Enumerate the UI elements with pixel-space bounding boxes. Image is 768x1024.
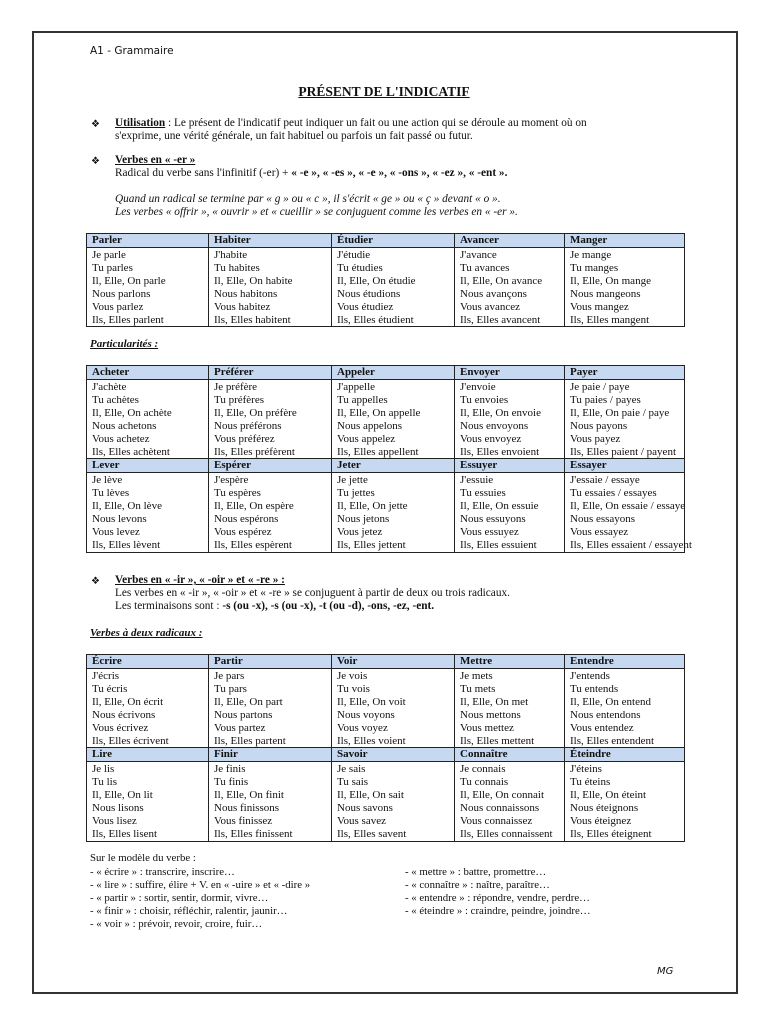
- conjugation-line: Tu étudies: [337, 261, 383, 274]
- conjugation-line: Ils, Elles habitent: [214, 313, 291, 326]
- page-title: PRÉSENT DE L'INDICATIF: [298, 84, 470, 99]
- conjugation-cell: [455, 473, 565, 552]
- conjugation-line: Nous éteignons: [570, 802, 639, 815]
- conjugation-line: Nous jetons: [337, 513, 390, 526]
- conjugation-line: Je vois: [337, 670, 368, 682]
- conjugation-cell: [332, 248, 455, 327]
- conjugation-line: Ils, Elles espèrent: [214, 538, 292, 551]
- conjugation-line: Vous appelez: [337, 432, 396, 445]
- conjugation-line: J'éteins: [570, 763, 602, 776]
- verb-header: Voir: [332, 655, 455, 669]
- conjugation-line: Ils, Elles lèvent: [92, 538, 161, 551]
- modele-item: - « entendre » : répondre, vendre, perdre…: [405, 891, 590, 904]
- verb-header: Finir: [209, 748, 332, 762]
- er-radical-text: Radical du verbe sans l'infinitif (-er) +: [115, 166, 292, 179]
- modele-intro: Sur le modèle du verbe :: [90, 852, 196, 864]
- conjugation-line: Je pars: [214, 670, 245, 682]
- conjugation-line: Je parle: [92, 249, 126, 261]
- conjugation-line: Nous savons: [337, 802, 393, 815]
- conjugation-line: Ils, Elles essuient: [460, 538, 537, 551]
- table-row: [87, 473, 685, 552]
- particularites-table: [86, 365, 692, 553]
- table-header-row: [87, 655, 685, 669]
- conjugation-line: Tu avances: [460, 261, 510, 274]
- conjugation-line: J'avance: [460, 249, 497, 261]
- conjugation-line: Tu mets: [460, 682, 496, 695]
- verb-header: Savoir: [332, 748, 455, 762]
- conjugation-line: Vous essayez: [570, 526, 629, 539]
- conjugation-line: J'entends: [570, 670, 610, 682]
- conjugation-line: Vous partez: [214, 721, 266, 734]
- conjugation-line: Nous achetons: [92, 419, 157, 432]
- conjugation-cell: [87, 380, 209, 459]
- conjugation-line: Il, Elle, On connait: [460, 789, 545, 802]
- conjugation-line: Tu écris: [92, 682, 128, 695]
- conjugation-line: Nous mangeons: [570, 287, 641, 300]
- conjugation-cell: [455, 380, 565, 459]
- conjugation-line: Il, Elle, On écrit: [92, 695, 164, 708]
- conjugation-line: Il, Elle, On envoie: [460, 406, 541, 419]
- conjugation-line: Vous parlez: [92, 300, 144, 313]
- conjugation-line: Il, Elle, On éteint: [570, 789, 647, 802]
- conjugation-line: Il, Elle, On habite: [214, 274, 293, 287]
- table-row: [87, 669, 685, 748]
- conjugation-line: Je lis: [92, 763, 115, 776]
- conjugation-line: Ils, Elles voient: [337, 734, 406, 747]
- conjugation-line: Nous avançons: [460, 287, 527, 300]
- verb-header: Étudier: [332, 234, 455, 248]
- conjugation-line: Tu vois: [337, 682, 370, 695]
- conjugation-line: Je connais: [460, 763, 506, 776]
- conjugation-line: Tu sais: [337, 776, 369, 789]
- conjugation-line: Vous savez: [337, 815, 386, 828]
- conjugation-line: Tu paies / payes: [570, 393, 641, 406]
- modele-right-list: [405, 866, 591, 918]
- verb-header: Mettre: [455, 655, 565, 669]
- modele-item: - « partir » : sortir, sentir, dormir, vivre…: [90, 891, 269, 904]
- conjugation-line: Ils, Elles mangent: [570, 313, 650, 326]
- conjugation-line: Je paie / paye: [570, 381, 630, 393]
- conjugation-line: Il, Elle, On voit: [337, 695, 406, 708]
- conjugation-line: Il, Elle, On parle: [92, 274, 166, 287]
- modele-item: - « voir » : prévoir, revoir, croire, fuir…: [90, 917, 263, 930]
- conjugation-cell: [87, 473, 209, 552]
- conjugation-line: Ils, Elles envoient: [460, 445, 540, 458]
- conjugation-line: Tu lèves: [92, 487, 130, 500]
- conjugation-line: Nous payons: [570, 419, 628, 432]
- verb-header: Envoyer: [455, 366, 565, 380]
- table-row: [87, 380, 685, 459]
- conjugation-line: Nous préférons: [214, 419, 282, 432]
- conjugation-cell: [332, 762, 455, 841]
- conjugation-line: Vous connaissez: [460, 815, 533, 828]
- conjugation-cell: [565, 669, 685, 748]
- conjugation-line: J'essaie / essaye: [570, 474, 640, 487]
- utilisation-line1: : Le présent de l'indicatif peut indiquer un fait ou une action qui se déroule au moment où on: [165, 117, 587, 129]
- modele-item: - « éteindre » : craindre, peindre, joindre…: [405, 904, 591, 917]
- verb-header: Parler: [87, 234, 209, 248]
- conjugation-line: Ils, Elles préfèrent: [214, 445, 295, 458]
- conjugation-cell: [565, 473, 692, 552]
- conjugation-line: Ils, Elles avancent: [460, 313, 541, 326]
- conjugation-line: Tu essuies: [460, 487, 506, 500]
- conjugation-cell: [565, 762, 685, 841]
- conjugation-line: Tu éteins: [570, 776, 611, 789]
- conjugation-line: Tu essaies / essayes: [570, 487, 657, 500]
- conjugation-line: Je finis: [214, 763, 246, 776]
- conjugation-line: Nous connaissons: [460, 802, 540, 815]
- conjugation-line: Ils, Elles étudient: [337, 313, 414, 326]
- conjugation-line: Vous payez: [570, 432, 621, 445]
- conjugation-cell: [209, 669, 332, 748]
- conjugation-line: Il, Elle, On sait: [337, 789, 404, 802]
- utilisation-paragraph: [115, 117, 675, 143]
- verb-header: Lever: [87, 459, 209, 473]
- bullet-icon: ❖: [91, 156, 100, 167]
- conjugation-line: Je jette: [337, 474, 368, 487]
- conjugation-line: J'appelle: [337, 381, 376, 393]
- utilisation-line2: s'exprime, une vérité générale, un fait habituel ou parfois un fait passé ou futur.: [115, 129, 473, 142]
- ir-line2-pre: Les terminaisons sont :: [115, 599, 223, 612]
- conjugation-line: Ils, Elles écrivent: [92, 734, 169, 747]
- er-section: [115, 154, 675, 180]
- verb-header: Jeter: [332, 459, 455, 473]
- utilisation-label: Utilisation: [115, 117, 166, 129]
- conjugation-line: Vous étudiez: [337, 300, 394, 313]
- conjugation-line: Il, Elle, On jette: [337, 500, 408, 513]
- verb-header: Écrire: [87, 655, 209, 669]
- conjugation-line: Vous éteignez: [570, 815, 632, 828]
- conjugation-line: Il, Elle, On appelle: [337, 406, 421, 419]
- verb-header: Essayer: [565, 459, 685, 473]
- conjugation-line: J'espère: [214, 474, 249, 487]
- verb-header: Connaître: [455, 748, 565, 762]
- conjugation-line: Nous écrivons: [92, 708, 156, 721]
- ir-line1: Les verbes en « -ir », « -oir » et « -re » se conjuguent à partir de deux ou trois radicaux.: [115, 586, 510, 599]
- conjugation-cell: [455, 762, 565, 841]
- modele-left-list: [90, 866, 310, 931]
- conjugation-line: Nous envoyons: [460, 419, 529, 432]
- conjugation-line: Nous finissons: [214, 802, 280, 815]
- conjugation-line: Ils, Elles achètent: [92, 445, 170, 458]
- conjugation-line: Ils, Elles finissent: [214, 827, 293, 840]
- conjugation-line: Vous mangez: [570, 300, 629, 313]
- conjugation-line: Vous espérez: [214, 526, 272, 539]
- conjugation-line: J'envoie: [460, 381, 496, 393]
- conjugation-line: Tu achètes: [92, 393, 139, 406]
- conjugation-line: Ils, Elles appellent: [337, 445, 419, 458]
- conjugation-line: Je mets: [460, 670, 493, 682]
- conjugation-line: Ils, Elles parlent: [92, 313, 164, 326]
- conjugation-line: Il, Elle, On préfère: [214, 406, 297, 419]
- bullet-icon: ❖: [91, 576, 100, 587]
- conjugation-line: Vous habitez: [214, 300, 271, 313]
- conjugation-line: Ils, Elles connaissent: [460, 827, 553, 840]
- modele-item: - « écrire » : transcrire, inscrire…: [90, 866, 235, 878]
- conjugation-cell: [565, 380, 685, 459]
- conjugation-line: Il, Elle, On part: [214, 695, 283, 708]
- conjugation-line: Je sais: [337, 763, 366, 776]
- conjugation-line: Nous entendons: [570, 708, 641, 721]
- conjugation-line: Tu finis: [214, 776, 249, 789]
- verb-header: Partir: [209, 655, 332, 669]
- conjugation-line: Tu parles: [92, 261, 133, 274]
- conjugation-line: Nous voyons: [337, 708, 395, 721]
- ir-section: [115, 574, 675, 612]
- table-header-row: [87, 748, 685, 762]
- conjugation-line: Ils, Elles jettent: [337, 538, 406, 551]
- conjugation-line: Vous entendez: [570, 721, 634, 734]
- conjugation-line: Vous préférez: [214, 432, 275, 445]
- conjugation-cell: [87, 248, 209, 327]
- conjugation-line: Tu lis: [92, 776, 117, 789]
- er-label: Verbes en « -er »: [115, 154, 196, 166]
- conjugation-line: Nous mettons: [460, 708, 521, 721]
- conjugation-line: Vous achetez: [92, 432, 150, 445]
- conjugation-line: Tu espères: [214, 487, 261, 500]
- deux-radicaux-label: Verbes à deux radicaux :: [90, 627, 203, 639]
- conjugation-cell: [565, 248, 685, 327]
- verb-header: Appeler: [332, 366, 455, 380]
- conjugation-line: Il, Elle, On mange: [570, 274, 651, 287]
- conjugation-line: Il, Elle, On lève: [92, 500, 162, 513]
- deux-radicaux-table: [86, 654, 685, 842]
- verb-header: Lire: [87, 748, 209, 762]
- conjugation-line: Il, Elle, On essuie: [460, 500, 539, 513]
- verb-header: Espérer: [209, 459, 332, 473]
- conjugation-line: Nous espérons: [214, 513, 279, 526]
- conjugation-cell: [209, 473, 332, 552]
- conjugation-line: Vous jetez: [337, 526, 383, 539]
- er-note2: Les verbes « offrir », « ouvrir » et « cueillir » se conjuguent comme les verbes en « -er ».: [115, 205, 518, 218]
- conjugation-line: Vous écrivez: [92, 721, 149, 734]
- conjugation-cell: [332, 473, 455, 552]
- conjugation-line: Nous levons: [92, 513, 147, 526]
- conjugation-line: Ils, Elles entendent: [570, 734, 655, 747]
- er-note1: Quand un radical se termine par « g » ou « c », il s'écrit « ge » ou « ç » devant « o ».: [115, 193, 501, 205]
- conjugation-line: Vous essuyez: [460, 526, 519, 539]
- page-footer: MG: [657, 966, 674, 977]
- conjugation-line: Vous avancez: [460, 300, 520, 313]
- verb-header: Payer: [565, 366, 685, 380]
- conjugation-line: Vous mettez: [460, 721, 514, 734]
- conjugation-cell: [332, 669, 455, 748]
- conjugation-line: Ils, Elles lisent: [92, 827, 158, 840]
- conjugation-line: Ils, Elles éteignent: [570, 827, 652, 840]
- conjugation-line: J'achète: [92, 381, 127, 393]
- conjugation-cell: [87, 669, 209, 748]
- conjugation-line: Nous habitons: [214, 287, 278, 300]
- conjugation-line: Nous essuyons: [460, 513, 526, 526]
- conjugation-line: J'habite: [214, 249, 248, 261]
- modele-item: - « finir » : choisir, réfléchir, ralentir, jaunir…: [90, 904, 288, 917]
- conjugation-line: J'essuie: [460, 474, 494, 487]
- conjugation-line: Tu entends: [570, 682, 619, 695]
- table-header-row: [87, 366, 685, 380]
- modele-item: - « connaître » : naître, paraître…: [405, 878, 550, 891]
- conjugation-line: Il, Elle, On met: [460, 695, 529, 708]
- conjugation-cell: [455, 248, 565, 327]
- modele-item: - « mettre » : battre, promettre…: [405, 866, 547, 878]
- conjugation-line: Tu appelles: [337, 393, 388, 406]
- conjugation-cell: [209, 762, 332, 841]
- bullet-icon: ❖: [91, 119, 100, 130]
- verb-header: Manger: [565, 234, 685, 248]
- conjugation-line: Il, Elle, On espère: [214, 500, 294, 513]
- er-verbs-table: [86, 233, 685, 327]
- conjugation-line: Nous partons: [214, 708, 273, 721]
- verb-header: Acheter: [87, 366, 209, 380]
- conjugation-line: Tu envoies: [460, 393, 509, 406]
- er-endings: « -e », « -es », « -e », « -ons », « -ez », « -ent ».: [291, 166, 508, 179]
- conjugation-line: Je mange: [570, 249, 612, 261]
- modele-item: - « lire » : suffire, élire + V. en « -uire » et « -dire »: [90, 878, 311, 891]
- conjugation-line: Il, Elle, On essaie / essaye: [570, 500, 686, 513]
- conjugation-line: Vous voyez: [337, 721, 388, 734]
- table-row: [87, 248, 685, 327]
- conjugation-line: Vous levez: [92, 526, 140, 539]
- conjugation-line: Nous étudions: [337, 287, 401, 300]
- conjugation-line: Il, Elle, On étudie: [337, 274, 416, 287]
- particularites-label: Particularités :: [90, 338, 159, 350]
- conjugation-line: Je lève: [92, 474, 123, 487]
- conjugation-cell: [455, 669, 565, 748]
- table-row: [87, 762, 685, 841]
- page-header: A1 - Grammaire: [90, 45, 174, 57]
- conjugation-line: Nous lisons: [92, 802, 144, 815]
- table-header-row: [87, 459, 685, 473]
- conjugation-cell: [209, 248, 332, 327]
- verb-header: Entendre: [565, 655, 685, 669]
- conjugation-line: Je préfère: [214, 381, 258, 393]
- conjugation-line: Vous lisez: [92, 815, 137, 828]
- conjugation-line: Vous finissez: [214, 815, 273, 828]
- conjugation-line: Vous envoyez: [460, 432, 522, 445]
- conjugation-line: Tu connais: [460, 776, 509, 789]
- verb-header: Essuyer: [455, 459, 565, 473]
- conjugation-line: Ils, Elles paient / payent: [570, 445, 676, 458]
- conjugation-line: Tu habites: [214, 261, 260, 274]
- conjugation-line: Il, Elle, On paie / paye: [570, 406, 670, 419]
- conjugation-line: Il, Elle, On finit: [214, 789, 284, 802]
- conjugation-line: Ils, Elles essaient / essayent: [570, 538, 692, 551]
- conjugation-line: Ils, Elles savent: [337, 827, 407, 840]
- ir-endings: -s (ou -x), -s (ou -x), -t (ou -d), -ons, -ez, -ent.: [222, 599, 435, 612]
- conjugation-line: Il, Elle, On achète: [92, 406, 172, 419]
- conjugation-line: Nous essayons: [570, 513, 636, 526]
- verb-header: Avancer: [455, 234, 565, 248]
- conjugation-line: Il, Elle, On entend: [570, 695, 651, 708]
- verb-header: Éteindre: [565, 748, 685, 762]
- conjugation-line: Tu préfères: [214, 393, 264, 406]
- conjugation-line: J'étudie: [337, 249, 371, 261]
- verb-header: Habiter: [209, 234, 332, 248]
- er-notes: [115, 193, 675, 219]
- ir-label: Verbes en « -ir », « -oir » et « -re » :: [115, 574, 285, 586]
- conjugation-line: Nous appelons: [337, 419, 403, 432]
- conjugation-cell: [87, 762, 209, 841]
- conjugation-line: Il, Elle, On avance: [460, 274, 543, 287]
- conjugation-line: Ils, Elles partent: [214, 734, 286, 747]
- conjugation-line: Tu jettes: [337, 487, 375, 500]
- conjugation-line: Tu pars: [214, 682, 247, 695]
- conjugation-cell: [332, 380, 455, 459]
- conjugation-line: Tu manges: [570, 261, 619, 274]
- conjugation-line: Nous parlons: [92, 287, 151, 300]
- verb-header: Préférer: [209, 366, 332, 380]
- conjugation-line: J'écris: [92, 670, 120, 682]
- table-header-row: [87, 234, 685, 248]
- conjugation-cell: [209, 380, 332, 459]
- conjugation-line: Ils, Elles mettent: [460, 734, 535, 747]
- conjugation-line: Il, Elle, On lit: [92, 789, 153, 802]
